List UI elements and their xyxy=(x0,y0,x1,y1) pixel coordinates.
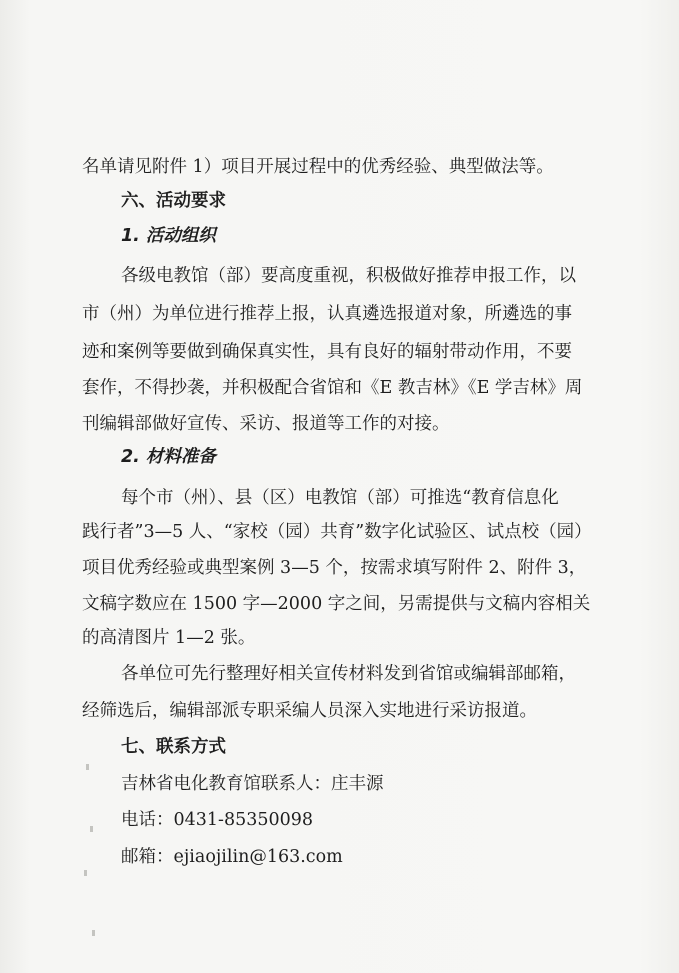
text-line: 每个市（州）、县（区）电教馆（部）可推选“教育信息化 xyxy=(121,488,559,508)
text-line: 经筛选后，编辑部派专职采编人员深入实地进行采访报道。 xyxy=(82,701,537,721)
section-heading-contact: 七、联系方式 xyxy=(121,737,226,757)
scan-speck xyxy=(86,764,89,770)
text-line: 市（州）为单位进行推荐上报，认真遴选报道对象，所遴选的事 xyxy=(82,304,572,324)
text-line: 践行者”3—5 人、“家校（园）共育”数字化试验区、试点校（园） xyxy=(82,522,592,542)
text-line: 套作，不得抄袭，并积极配合省馆和《E 教吉林》《E 学吉林》周 xyxy=(82,378,583,398)
section-heading-requirements: 六、活动要求 xyxy=(121,191,226,211)
subheading-organization: 1. 活动组织 xyxy=(121,226,216,246)
scan-speck xyxy=(84,870,87,876)
scan-speck xyxy=(90,826,93,832)
text-line: 文稿字数应在 1500 字—2000 字之间，另需提供与文稿内容相关 xyxy=(82,594,591,614)
contact-phone: 电话：0431-85350098 xyxy=(121,810,314,830)
contact-email: 邮箱：ejiaojilin@163.com xyxy=(121,847,343,867)
contact-person: 吉林省电化教育馆联系人：庄丰源 xyxy=(121,774,384,794)
text-line: 各级电教馆（部）要高度重视，积极做好推荐申报工作，以 xyxy=(121,266,576,286)
text-line: 迹和案例等要做到确保真实性，具有良好的辐射带动作用，不要 xyxy=(82,342,572,362)
text-line: 的高清图片 1—2 张。 xyxy=(82,628,256,648)
subheading-materials: 2. 材料准备 xyxy=(121,447,216,467)
text-line: 项目优秀经验或典型案例 3—5 个，按需求填写附件 2、附件 3， xyxy=(82,558,587,578)
text-line: 刊编辑部做好宣传、采访、报道等工作的对接。 xyxy=(82,414,450,434)
text-line: 各单位可先行整理好相关宣传材料发到省馆或编辑部邮箱， xyxy=(121,664,576,684)
scan-speck xyxy=(92,930,95,936)
text-line: 名单请见附件 1）项目开展过程中的优秀经验、典型做法等。 xyxy=(82,157,554,177)
